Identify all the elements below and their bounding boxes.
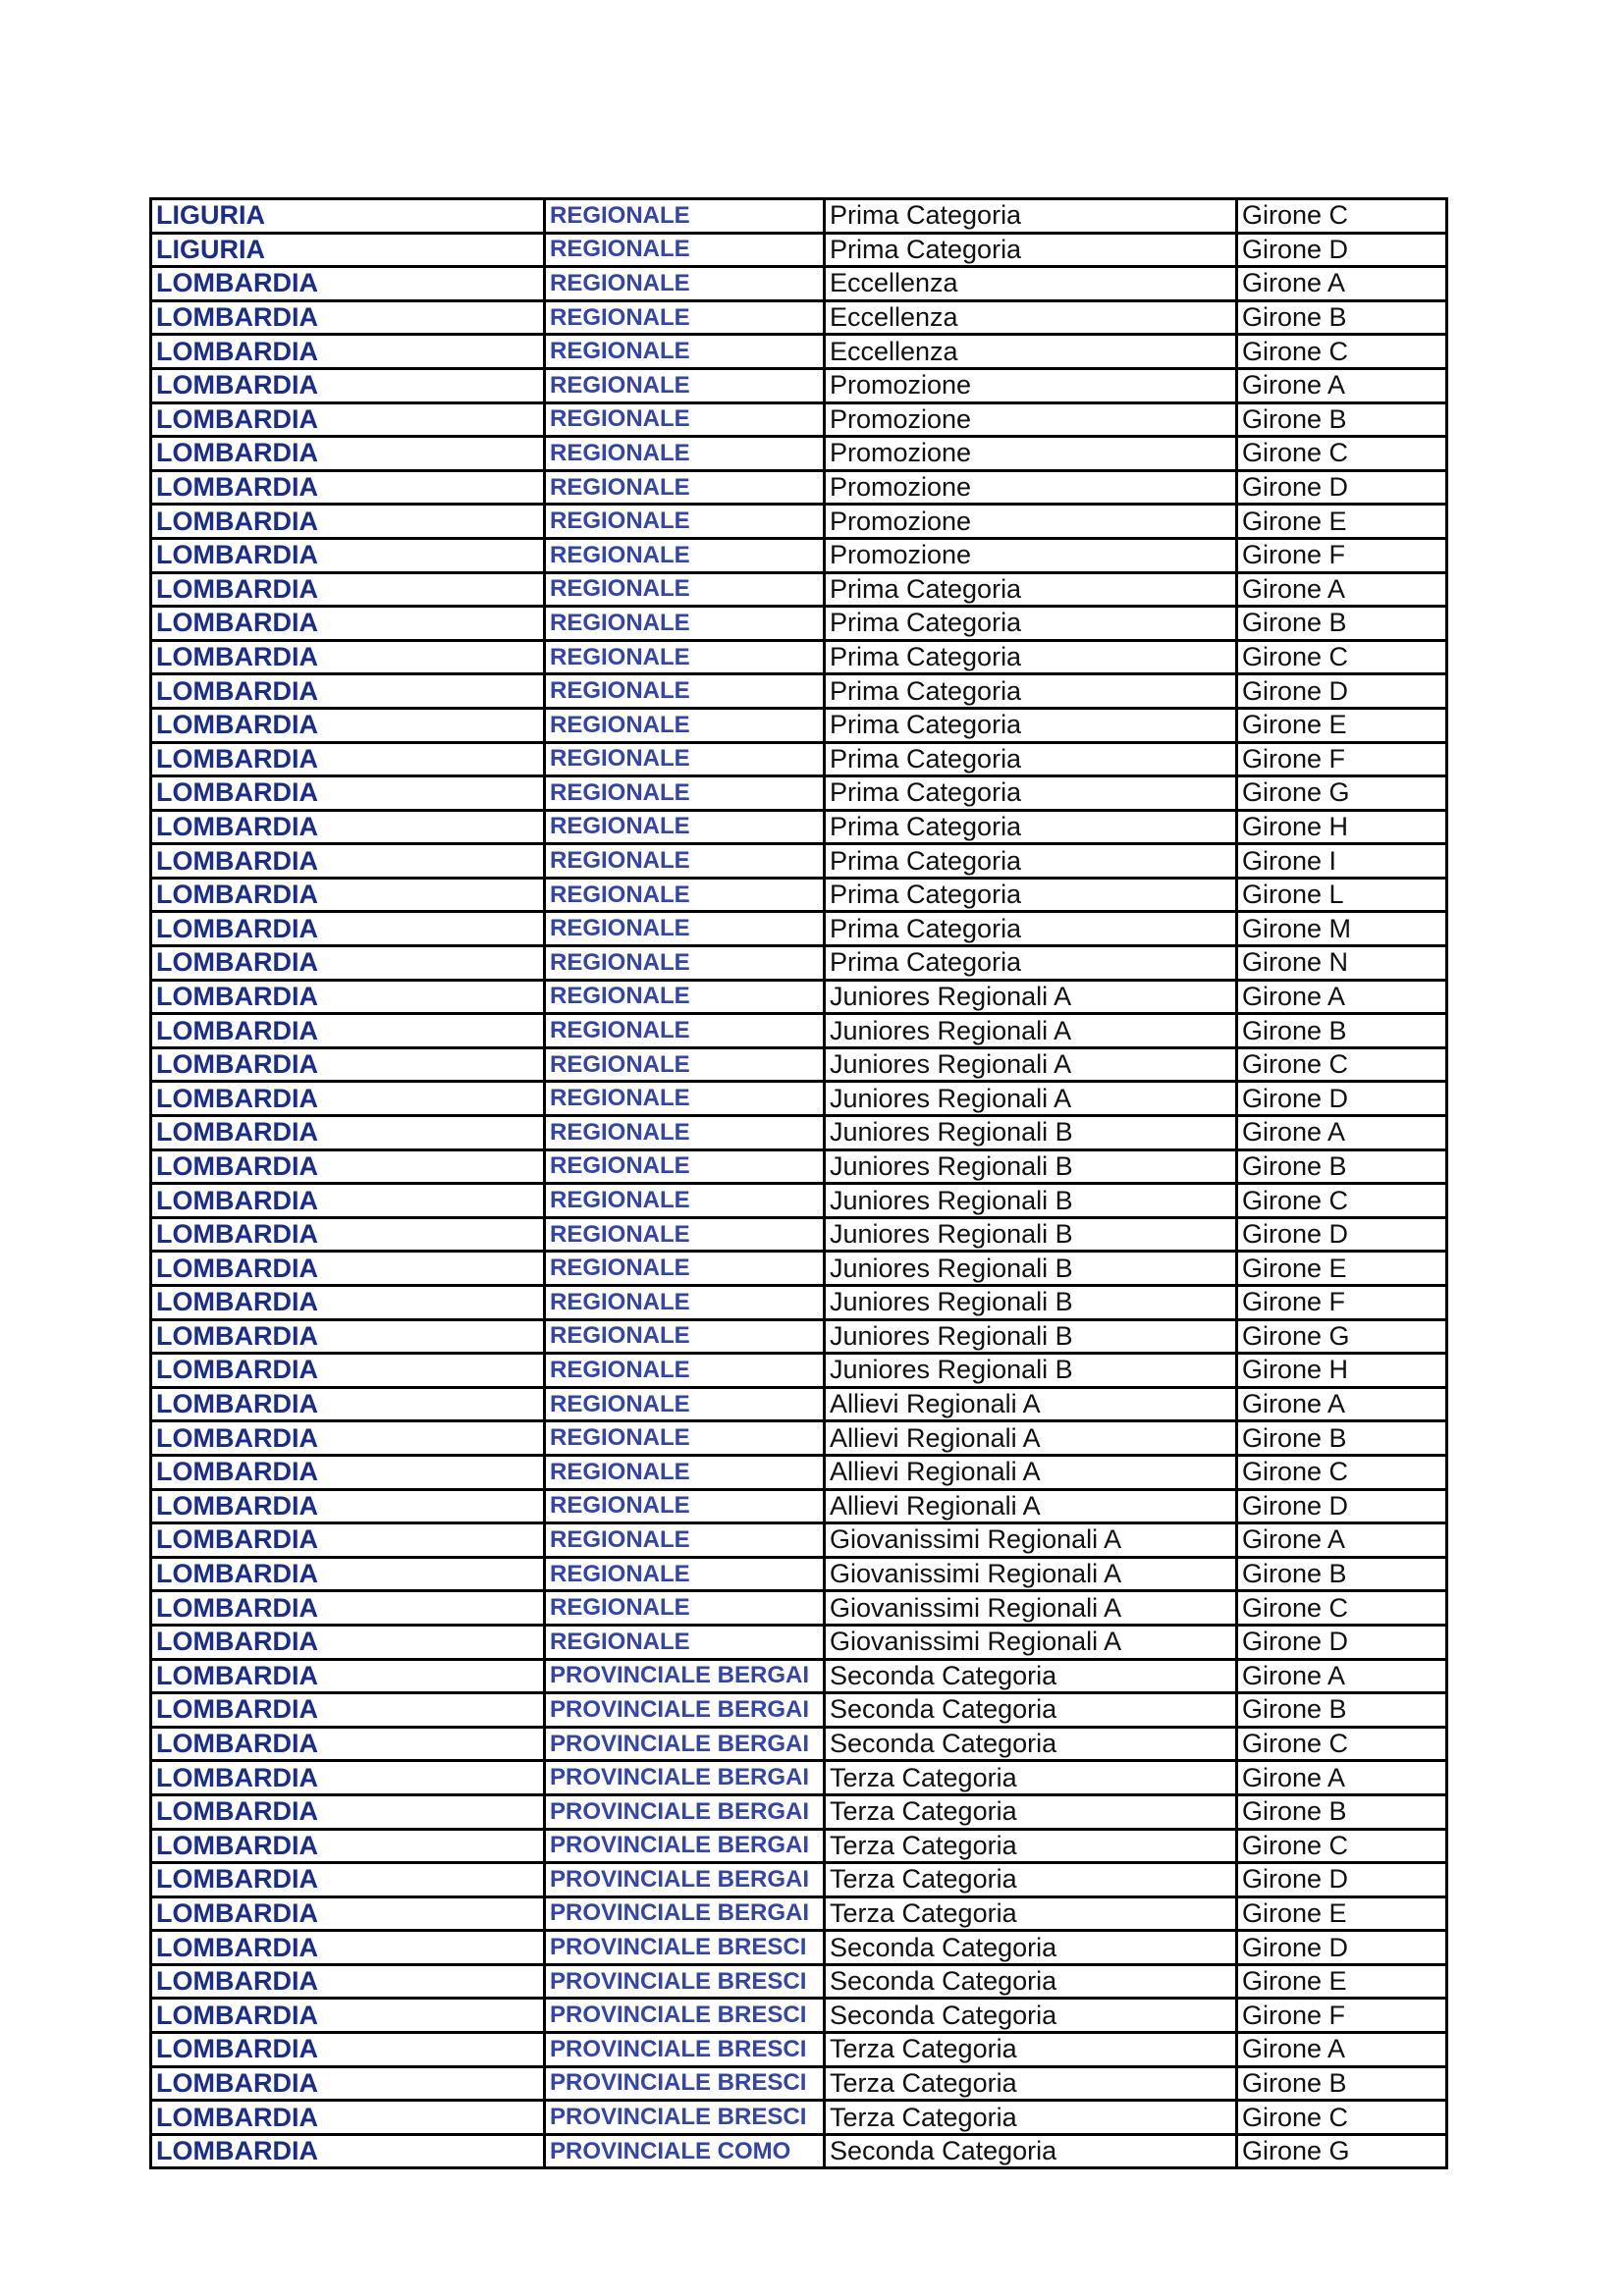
table-row [151,2101,1447,2135]
level-cell: PROVINCIALE BERGAI [545,1863,825,1897]
category-cell: Promozione [825,437,1237,471]
level-cell: REGIONALE [545,1489,825,1523]
region-cell: LOMBARDIA [151,1217,545,1252]
region-cell: LOMBARDIA [151,1149,545,1184]
table-row [151,912,1447,946]
level-cell: REGIONALE [545,640,825,674]
category-cell: Juniores Regionali B [825,1184,1237,1218]
table-row [151,1354,1447,1388]
category-cell: Seconda Categoria [825,1727,1237,1761]
group-cell: Girone C [1237,1727,1447,1761]
group-cell: Girone N [1237,946,1447,981]
category-cell: Seconda Categoria [825,1964,1237,1999]
region-cell: LOMBARDIA [151,640,545,674]
group-cell: Girone B [1237,1014,1447,1048]
group-cell: Girone A [1237,980,1447,1014]
region-cell: LOMBARDIA [151,810,545,844]
level-cell: PROVINCIALE BRESCI [545,2033,825,2067]
region-cell: LOMBARDIA [151,538,545,572]
level-cell: REGIONALE [545,233,825,267]
region-cell: LOMBARDIA [151,1964,545,1999]
table-row [151,1999,1447,2033]
region-cell: LOMBARDIA [151,1693,545,1728]
table-row [151,810,1447,844]
category-cell: Eccellenza [825,300,1237,335]
level-cell: REGIONALE [545,742,825,776]
level-cell: PROVINCIALE BRESCI [545,2101,825,2135]
level-cell: REGIONALE [545,878,825,912]
group-cell: Girone M [1237,912,1447,946]
region-cell: LOMBARDIA [151,844,545,879]
table-row [151,1896,1447,1931]
table-row [151,2033,1447,2067]
level-cell: REGIONALE [545,946,825,981]
group-cell: Girone A [1237,1659,1447,1693]
category-cell: Juniores Regionali A [825,1082,1237,1116]
region-cell: LOMBARDIA [151,1999,545,2033]
table-row [151,1014,1447,1048]
table-row [151,368,1447,402]
group-cell: Girone C [1237,437,1447,471]
category-cell: Prima Categoria [825,776,1237,811]
group-cell: Girone H [1237,1354,1447,1388]
region-cell: LOMBARDIA [151,267,545,301]
category-cell: Juniores Regionali A [825,980,1237,1014]
group-cell: Girone G [1237,1319,1447,1354]
level-cell: PROVINCIALE BRESCI [545,2066,825,2101]
category-cell: Juniores Regionali A [825,1047,1237,1082]
table-row [151,1489,1447,1523]
region-cell: LOMBARDIA [151,1047,545,1082]
level-cell: REGIONALE [545,1116,825,1150]
group-cell: Girone B [1237,1693,1447,1728]
region-cell: LOMBARDIA [151,1184,545,1218]
table-row [151,1625,1447,1659]
region-cell: LOMBARDIA [151,1727,545,1761]
category-cell: Seconda Categoria [825,1693,1237,1728]
region-cell: LOMBARDIA [151,1387,545,1421]
league-table [149,197,1448,2169]
level-cell: REGIONALE [545,572,825,607]
table-row [151,437,1447,471]
category-cell: Prima Categoria [825,640,1237,674]
table-row [151,1794,1447,1829]
region-cell: LOMBARDIA [151,1931,545,1965]
group-cell: Girone A [1237,1387,1447,1421]
region-cell: LOMBARDIA [151,470,545,505]
level-cell: REGIONALE [545,1047,825,1082]
group-cell: Girone B [1237,1557,1447,1591]
region-cell: LOMBARDIA [151,505,545,539]
table-row [151,1557,1447,1591]
category-cell: Prima Categoria [825,878,1237,912]
group-cell: Girone C [1237,1184,1447,1218]
category-cell: Allievi Regionali A [825,1421,1237,1456]
group-cell: Girone A [1237,2033,1447,2067]
group-cell: Girone C [1237,1829,1447,1863]
region-cell: LOMBARDIA [151,1455,545,1489]
region-cell: LOMBARDIA [151,1896,545,1931]
region-cell: LOMBARDIA [151,368,545,402]
table-row [151,946,1447,981]
group-cell: Girone A [1237,1116,1447,1150]
group-cell: Girone C [1237,1591,1447,1626]
group-cell: Girone D [1237,470,1447,505]
region-cell: LOMBARDIA [151,1863,545,1897]
table-row [151,1523,1447,1558]
category-cell: Seconda Categoria [825,2134,1237,2168]
region-cell: LOMBARDIA [151,1829,545,1863]
level-cell: REGIONALE [545,1217,825,1252]
category-cell: Prima Categoria [825,912,1237,946]
category-cell: Prima Categoria [825,674,1237,709]
group-cell: Girone E [1237,1252,1447,1286]
level-cell: PROVINCIALE BERGAI [545,1794,825,1829]
level-cell: PROVINCIALE COMO [545,2134,825,2168]
table-row [151,607,1447,641]
table-row [151,1116,1447,1150]
table-row [151,267,1447,301]
category-cell: Allievi Regionali A [825,1455,1237,1489]
level-cell: REGIONALE [545,1557,825,1591]
level-cell: PROVINCIALE BERGAI [545,1896,825,1931]
category-cell: Prima Categoria [825,844,1237,879]
level-cell: PROVINCIALE BRESCI [545,1999,825,2033]
table-row [151,1863,1447,1897]
region-cell: LOMBARDIA [151,776,545,811]
level-cell: REGIONALE [545,1286,825,1320]
category-cell: Prima Categoria [825,199,1237,234]
table-row [151,674,1447,709]
table-row [151,1149,1447,1184]
group-cell: Girone C [1237,640,1447,674]
group-cell: Girone D [1237,1625,1447,1659]
group-cell: Girone E [1237,505,1447,539]
level-cell: REGIONALE [545,810,825,844]
group-cell: Girone B [1237,1794,1447,1829]
region-cell: LOMBARDIA [151,2066,545,2101]
table-row [151,1659,1447,1693]
group-cell: Girone D [1237,1217,1447,1252]
group-cell: Girone I [1237,844,1447,879]
category-cell: Terza Categoria [825,2033,1237,2067]
table-row [151,1047,1447,1082]
table-row [151,1931,1447,1965]
category-cell: Prima Categoria [825,233,1237,267]
level-cell: REGIONALE [545,844,825,879]
category-cell: Giovanissimi Regionali A [825,1523,1237,1558]
region-cell: LOMBARDIA [151,674,545,709]
region-cell: LOMBARDIA [151,1489,545,1523]
category-cell: Juniores Regionali B [825,1286,1237,1320]
category-cell: Giovanissimi Regionali A [825,1557,1237,1591]
table-row [151,335,1447,369]
level-cell: REGIONALE [545,470,825,505]
group-cell: Girone F [1237,1999,1447,2033]
group-cell: Girone F [1237,742,1447,776]
level-cell: REGIONALE [545,1149,825,1184]
level-cell: PROVINCIALE BERGAI [545,1829,825,1863]
table-row [151,233,1447,267]
category-cell: Terza Categoria [825,2066,1237,2101]
group-cell: Girone G [1237,776,1447,811]
group-cell: Girone B [1237,1149,1447,1184]
level-cell: REGIONALE [545,607,825,641]
group-cell: Girone C [1237,2101,1447,2135]
table-row [151,1693,1447,1728]
category-cell: Seconda Categoria [825,1999,1237,2033]
group-cell: Girone B [1237,2066,1447,2101]
group-cell: Girone A [1237,1761,1447,1795]
table-row [151,1455,1447,1489]
group-cell: Girone D [1237,1863,1447,1897]
table-row [151,844,1447,879]
category-cell: Giovanissimi Regionali A [825,1625,1237,1659]
region-cell: LOMBARDIA [151,1761,545,1795]
category-cell: Juniores Regionali B [825,1116,1237,1150]
level-cell: REGIONALE [545,402,825,437]
region-cell: LOMBARDIA [151,1354,545,1388]
level-cell: REGIONALE [545,776,825,811]
level-cell: REGIONALE [545,912,825,946]
level-cell: PROVINCIALE BERGAI [545,1659,825,1693]
category-cell: Terza Categoria [825,1794,1237,1829]
level-cell: REGIONALE [545,538,825,572]
category-cell: Eccellenza [825,335,1237,369]
region-cell: LOMBARDIA [151,1252,545,1286]
table-row [151,1421,1447,1456]
category-cell: Promozione [825,538,1237,572]
region-cell: LOMBARDIA [151,300,545,335]
group-cell: Girone A [1237,1523,1447,1558]
table-row [151,1829,1447,1863]
group-cell: Girone C [1237,335,1447,369]
table-row [151,300,1447,335]
table-row [151,1591,1447,1626]
group-cell: Girone L [1237,878,1447,912]
table-row [151,640,1447,674]
category-cell: Promozione [825,505,1237,539]
table-row [151,1387,1447,1421]
group-cell: Girone D [1237,1931,1447,1965]
level-cell: REGIONALE [545,1354,825,1388]
category-cell: Giovanissimi Regionali A [825,1591,1237,1626]
region-cell: LOMBARDIA [151,1014,545,1048]
level-cell: PROVINCIALE BERGAI [545,1727,825,1761]
table-row [151,1964,1447,1999]
table-row [151,199,1447,234]
group-cell: Girone B [1237,300,1447,335]
region-cell: LOMBARDIA [151,1794,545,1829]
table-row [151,1217,1447,1252]
category-cell: Prima Categoria [825,742,1237,776]
table-row [151,1286,1447,1320]
category-cell: Allievi Regionali A [825,1489,1237,1523]
region-cell: LOMBARDIA [151,1591,545,1626]
region-cell: LOMBARDIA [151,2033,545,2067]
level-cell: REGIONALE [545,368,825,402]
category-cell: Terza Categoria [825,2101,1237,2135]
table-row [151,1184,1447,1218]
category-cell: Terza Categoria [825,1896,1237,1931]
region-cell: LOMBARDIA [151,335,545,369]
group-cell: Girone F [1237,1286,1447,1320]
level-cell: REGIONALE [545,1387,825,1421]
group-cell: Girone E [1237,708,1447,742]
category-cell: Juniores Regionali A [825,1014,1237,1048]
group-cell: Girone D [1237,1082,1447,1116]
category-cell: Juniores Regionali B [825,1354,1237,1388]
table-row [151,1319,1447,1354]
table-row [151,1727,1447,1761]
region-cell: LOMBARDIA [151,2101,545,2135]
table-row [151,1761,1447,1795]
region-cell: LOMBARDIA [151,742,545,776]
table-row [151,1252,1447,1286]
level-cell: REGIONALE [545,1184,825,1218]
region-cell: LOMBARDIA [151,1116,545,1150]
category-cell: Terza Categoria [825,1863,1237,1897]
table-row [151,878,1447,912]
category-cell: Seconda Categoria [825,1659,1237,1693]
category-cell: Prima Categoria [825,810,1237,844]
category-cell: Terza Categoria [825,1829,1237,1863]
region-cell: LOMBARDIA [151,980,545,1014]
level-cell: REGIONALE [545,708,825,742]
level-cell: REGIONALE [545,1591,825,1626]
level-cell: REGIONALE [545,1082,825,1116]
level-cell: PROVINCIALE BERGAI [545,1761,825,1795]
category-cell: Allievi Regionali A [825,1387,1237,1421]
category-cell: Prima Categoria [825,572,1237,607]
level-cell: REGIONALE [545,1523,825,1558]
table-row [151,2134,1447,2168]
category-cell: Prima Categoria [825,708,1237,742]
table-row [151,402,1447,437]
region-cell: LOMBARDIA [151,1082,545,1116]
group-cell: Girone B [1237,402,1447,437]
region-cell: LOMBARDIA [151,437,545,471]
table-row [151,572,1447,607]
category-cell: Juniores Regionali B [825,1319,1237,1354]
group-cell: Girone D [1237,674,1447,709]
region-cell: LOMBARDIA [151,946,545,981]
group-cell: Girone C [1237,1455,1447,1489]
region-cell: LOMBARDIA [151,1625,545,1659]
table-row [151,776,1447,811]
group-cell: Girone E [1237,1964,1447,1999]
level-cell: REGIONALE [545,980,825,1014]
region-cell: LOMBARDIA [151,402,545,437]
region-cell: LOMBARDIA [151,878,545,912]
level-cell: REGIONALE [545,1455,825,1489]
table-row [151,980,1447,1014]
category-cell: Prima Categoria [825,946,1237,981]
level-cell: REGIONALE [545,300,825,335]
region-cell: LOMBARDIA [151,2134,545,2168]
level-cell: REGIONALE [545,335,825,369]
region-cell: LOMBARDIA [151,572,545,607]
level-cell: REGIONALE [545,505,825,539]
level-cell: REGIONALE [545,199,825,234]
region-cell: LOMBARDIA [151,1659,545,1693]
group-cell: Girone E [1237,1896,1447,1931]
table-row [151,2066,1447,2101]
region-cell: LIGURIA [151,233,545,267]
region-cell: LOMBARDIA [151,607,545,641]
region-cell: LOMBARDIA [151,1523,545,1558]
group-cell: Girone F [1237,538,1447,572]
group-cell: Girone A [1237,267,1447,301]
level-cell: REGIONALE [545,674,825,709]
category-cell: Juniores Regionali B [825,1217,1237,1252]
table-row [151,505,1447,539]
level-cell: PROVINCIALE BRESCI [545,1964,825,1999]
category-cell: Promozione [825,402,1237,437]
category-cell: Promozione [825,470,1237,505]
table-row [151,1082,1447,1116]
group-cell: Girone A [1237,572,1447,607]
group-cell: Girone C [1237,199,1447,234]
table-row [151,470,1447,505]
group-cell: Girone C [1237,1047,1447,1082]
group-cell: Girone A [1237,368,1447,402]
level-cell: REGIONALE [545,1421,825,1456]
region-cell: LOMBARDIA [151,912,545,946]
level-cell: REGIONALE [545,1625,825,1659]
group-cell: Girone D [1237,233,1447,267]
level-cell: REGIONALE [545,267,825,301]
category-cell: Prima Categoria [825,607,1237,641]
level-cell: PROVINCIALE BRESCI [545,1931,825,1965]
level-cell: REGIONALE [545,437,825,471]
region-cell: LOMBARDIA [151,708,545,742]
level-cell: REGIONALE [545,1014,825,1048]
category-cell: Eccellenza [825,267,1237,301]
group-cell: Girone B [1237,1421,1447,1456]
table-row [151,538,1447,572]
category-cell: Juniores Regionali B [825,1252,1237,1286]
region-cell: LIGURIA [151,199,545,234]
region-cell: LOMBARDIA [151,1557,545,1591]
table-row [151,708,1447,742]
group-cell: Girone D [1237,1489,1447,1523]
level-cell: PROVINCIALE BERGAI [545,1693,825,1728]
table-row [151,742,1447,776]
category-cell: Promozione [825,368,1237,402]
region-cell: LOMBARDIA [151,1286,545,1320]
category-cell: Juniores Regionali B [825,1149,1237,1184]
league-table-body [151,199,1447,2168]
group-cell: Girone B [1237,607,1447,641]
category-cell: Terza Categoria [825,1761,1237,1795]
level-cell: REGIONALE [545,1319,825,1354]
region-cell: LOMBARDIA [151,1421,545,1456]
category-cell: Seconda Categoria [825,1931,1237,1965]
region-cell: LOMBARDIA [151,1319,545,1354]
level-cell: REGIONALE [545,1252,825,1286]
group-cell: Girone H [1237,810,1447,844]
group-cell: Girone G [1237,2134,1447,2168]
